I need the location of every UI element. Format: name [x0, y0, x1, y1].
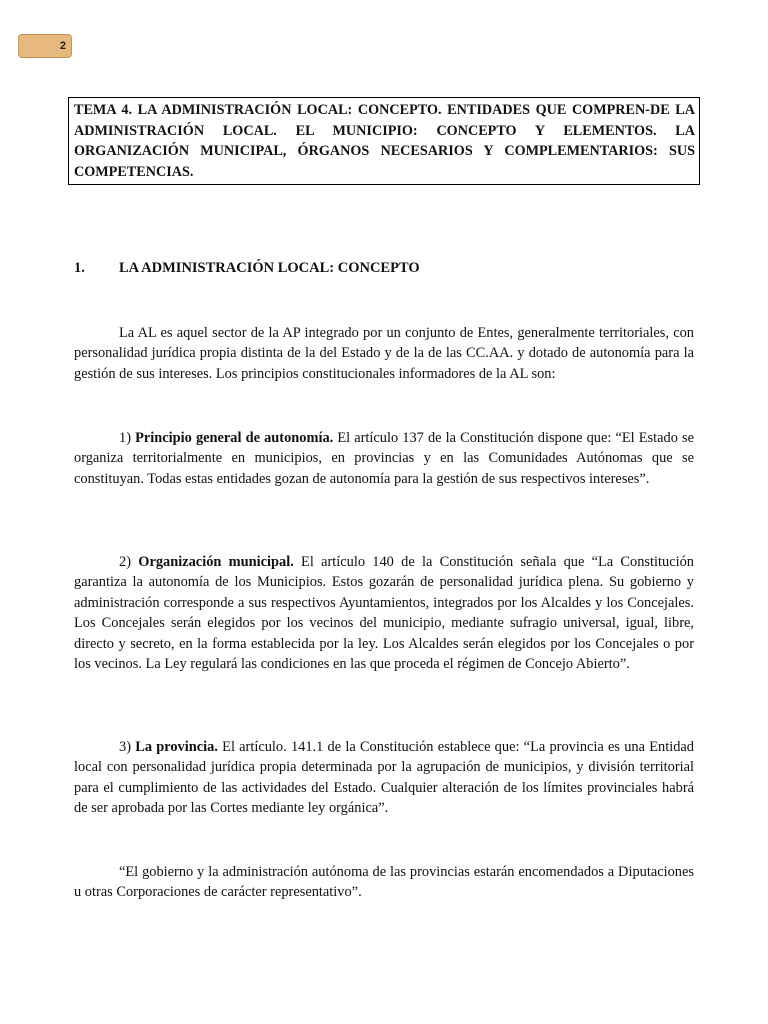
intro-paragraph: La AL es aquel sector de la AP integrado por un conjunto de Entes, generalmente territoriales, con personalidad jurídica propia distinta de la del Estado y de la de las CC.AA. y dotado de autonomía para la gestión de sus intereses. Los principios constitucionales informadores de la AL son: [74, 325, 694, 382]
principle-title: Organización municipal. [138, 554, 294, 570]
section-heading [74, 258, 420, 278]
province-government-paragraph: “El gobierno y la administración autónoma de las provincias estarán encomendados a Diputaciones u otras Corporaciones de carácter representativo”. [74, 864, 694, 901]
page-number-badge [18, 34, 72, 58]
province-paragraph [74, 737, 694, 819]
principle-body: El artículo 137 de la Constitución dispone que: “El Estado se organiza territorialmente en municipios, en provincias y en las Comunidades Autónomas que se constituyan. Todas estas entidades gozan de autonomía para la gestión de sus respectivos intereses”. [74, 430, 695, 487]
page-number: 2 [59, 40, 66, 52]
principle-autonomy-paragraph [74, 428, 694, 489]
principle-title: Principio general de autonomía. [135, 430, 334, 446]
section-title: LA ADMINISTRACIÓN LOCAL: CONCEPTO [119, 260, 420, 276]
document-title-box: TEMA 4. LA ADMINISTRACIÓN LOCAL: CONCEPTO. ENTIDADES QUE COMPREN-DE LA ADMINISTRACIÓN LOCAL. EL MUNICIPIO: CONCEPTO Y ELEMENTOS. LA ORGANIZACIÓN MUNICIPAL, ÓRGANOS NECESARIOS Y COMPLEMENTARIOS: SUS COMPETENCIAS. [68, 97, 700, 185]
principle-body: El artículo. 141.1 de la Constitución establece que: “La provincia es una Entidad local con personalidad jurídica propia determinada por la agrupación de municipios, y división territorial para el cumplimiento de las actividades del Estado. Cualquier alteración de los límites provinciales habrá de ser aprobada por las Cortes mediante ley orgánica”. [74, 739, 694, 817]
municipal-organization-paragraph [74, 552, 694, 674]
item-number: 1) [119, 430, 136, 446]
item-number: 2) [119, 554, 139, 570]
item-number: 3) [119, 739, 136, 755]
section-number: 1. [74, 260, 85, 276]
principle-title: La provincia. [135, 739, 218, 755]
principle-body: El artículo 140 de la Constitución señala que “La Constitución garantiza la autonomía de los Municipios. Estos gozarán de personalidad jurídica plena. Su gobierno y administración corresponde a sus respectivos Ayuntamientos, integrados por los Alcaldes y los Concejales. Los Concejales serán elegidos por los vecinos del municipio, mediante sufragio universal, igual, libre, directo y secreto, en la forma establecida por la ley. Los Alcaldes serán elegidos por los Concejales o por los vecinos. La Ley regulará las condiciones en las que proceda el régimen de Concejo Abierto”. [74, 554, 694, 673]
